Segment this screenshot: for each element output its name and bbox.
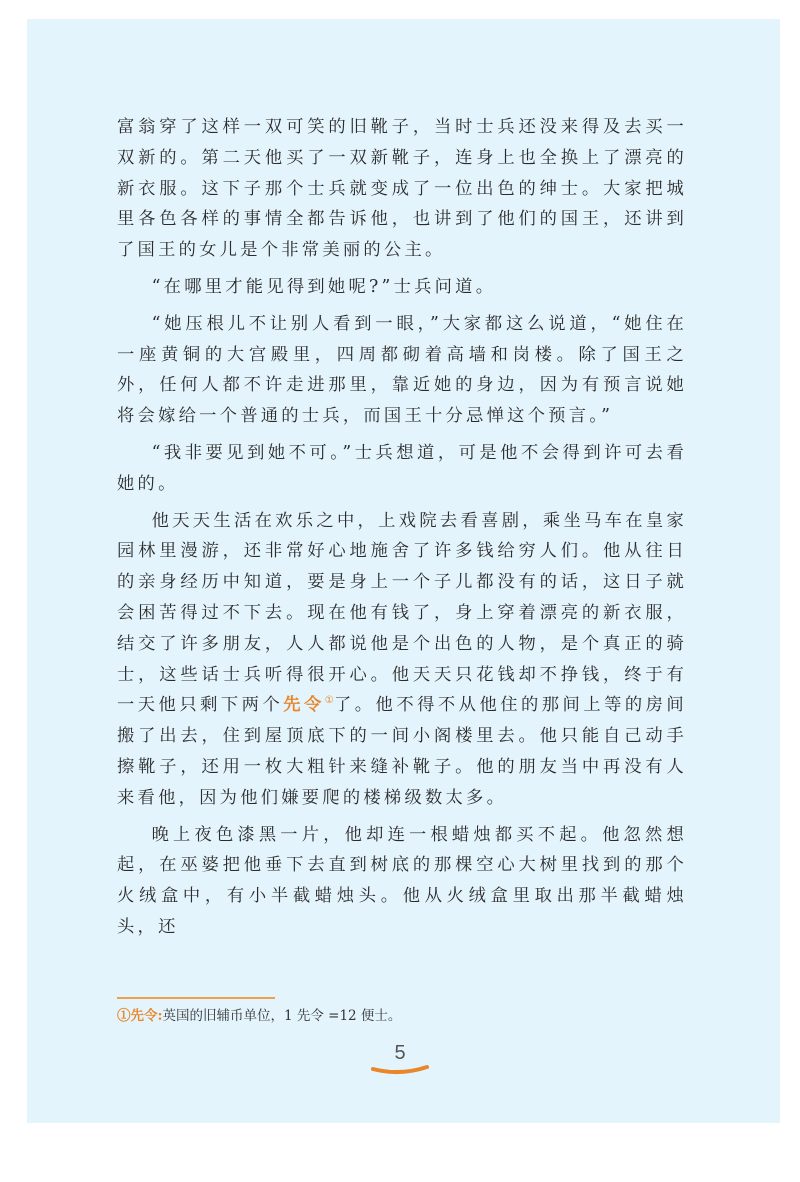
paragraph [117,506,687,814]
footnote-divider [117,997,275,999]
paragraph-text-before-term: 他天天生活在欢乐之中，上戏院去看喜剧，乘坐马车在皇家园林里漫游，还非常好心地施舍了许多钱给穷人们。他从往日的亲身经历中知道，要是身上一个子儿都没有的话，这日子就会困苦得过不下去。现在他有钱了，身上穿着漂亮的新衣服，结交了许多朋友，人人都说他是个出色的人物，是个真正的骑士，这些话士兵听得很开心。他天天只花钱却不挣钱，终于有一天他只剩下两个 [117,510,687,716]
footnote [117,1004,401,1024]
story-body [117,112,687,949]
page-number: 5 [394,1042,406,1064]
paragraph: “在哪里才能见得到她呢?”士兵问道。 [151,276,497,297]
footnote-reference[interactable]: ① [324,695,334,707]
glossary-term: 先令 [283,695,325,716]
paragraph-text-after-term: 了。他不得不从他住的那间上等的房间搬了出去，住到屋顶底下的一间小阁楼里去。他只能自己动手擦靴子，还用一枚大粗针来缝补靴子。他的朋友当中再没有人来看他，因为他们嫌要爬的楼梯级数太多。 [117,695,687,808]
footnote-text: 英国的旧辅币单位，1 先令 =12 便士。 [162,1008,402,1024]
paragraph: “她压根儿不让别人看到一眼，”大家都这么说道，“她住在一座黄铜的大宫殿里，四周都砌着高墙和岗楼。除了国王之外，任何人都不许走进那里，靠近她的身边，因为有预言说她将会嫁给一个普通的士兵，而国王十分忌惮这个预言。” [117,313,687,427]
paragraph: 富翁穿了这样一双可笑的旧靴子，当时士兵还没来得及去买一双新的。第二天他买了一双新靴子，连身上也全换上了漂亮的新衣服。这下子那个士兵就变成了一位出色的绅士。大家把城里各色各样的事情全都告诉他，也讲到了他们的国王，还讲到了国王的女儿是个非常美丽的公主。 [117,117,687,261]
paragraph: “我非要见到她不可。”士兵想道，可是他不会得到许可去看她的。 [117,442,687,494]
footnote-mark: ① [117,1008,131,1024]
paragraph: 晚上夜色漆黑一片，他却连一根蜡烛都买不起。他忽然想起，在巫婆把他垂下去直到树底的那棵空心大树里找到的那个火绒盒中，有小半截蜡烛头。他从火绒盒里取出那半截蜡烛头，还 [117,824,687,937]
page-number-swoosh-icon [370,1064,430,1078]
footnote-term: 先令: [130,1008,163,1024]
